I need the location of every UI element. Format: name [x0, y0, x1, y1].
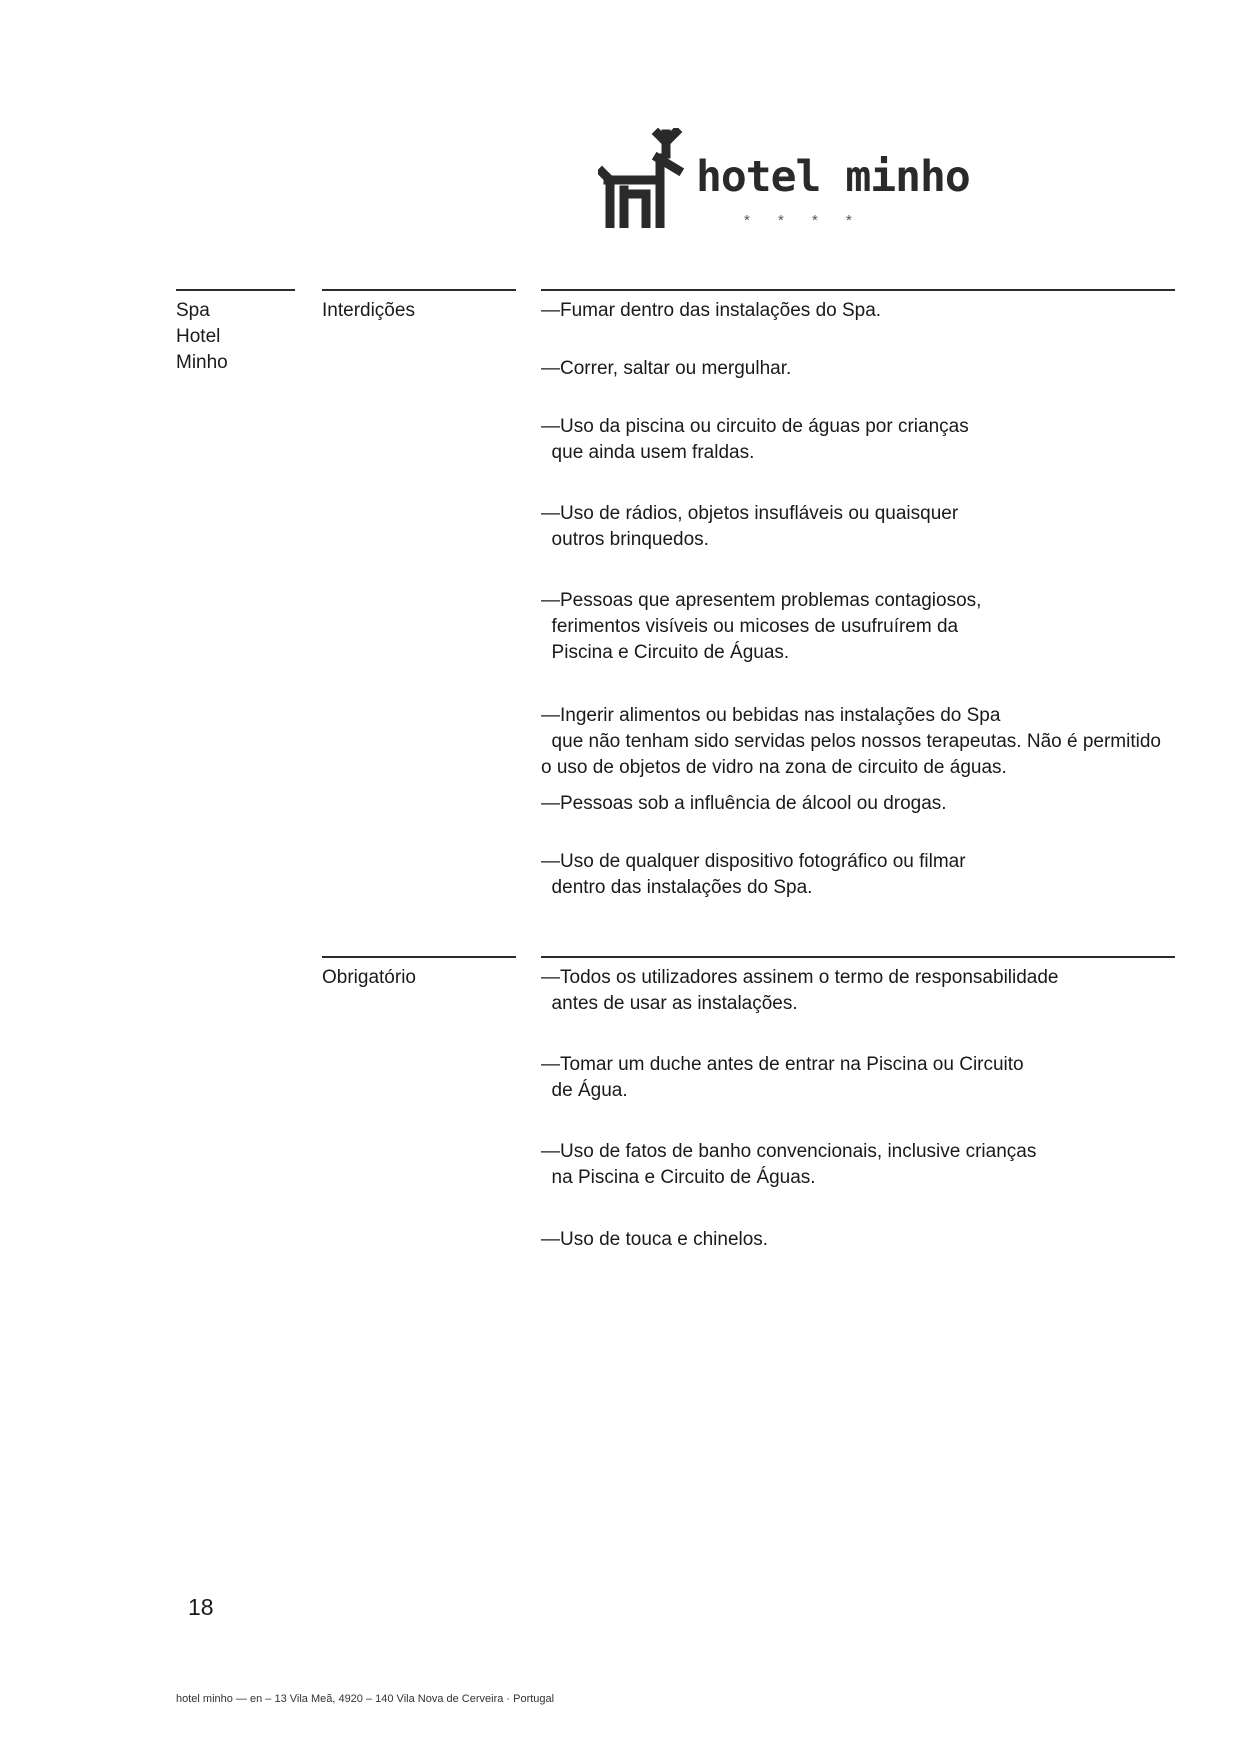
interdicoes-label: Interdições [322, 300, 415, 321]
interdicao-item: —Correr, saltar ou mergulhar. [541, 358, 792, 379]
rule-col3-obrigatorio [541, 956, 1175, 958]
star-rating: * * * * [744, 212, 864, 229]
obrigatorio-item: —Uso de fatos de banho convencionais, inclusive crianças na Piscina e Circuito de Águas. [541, 1141, 1037, 1188]
section-title-line: Spa [176, 300, 210, 321]
interdicao-item: —Uso de rádios, objetos insufláveis ou quaisquer outros brinquedos. [541, 503, 959, 550]
obrigatorio-label: Obrigatório [322, 967, 416, 988]
section-title-line: Hotel [176, 326, 221, 347]
interdicao-item: —Uso de qualquer dispositivo fotográfico ou filmar dentro das instalações do Spa. [541, 851, 966, 898]
obrigatorio-item: —Uso de touca e chinelos. [541, 1229, 769, 1250]
section-title [176, 298, 228, 376]
interdicao-item: —Pessoas sob a influência de álcool ou drogas. [541, 793, 947, 814]
section-title-line: Minho [176, 352, 228, 373]
page-number: 18 [188, 1594, 214, 1620]
interdicao-item: —Fumar dentro das instalações do Spa. [541, 300, 882, 321]
hotel-logo [598, 128, 970, 238]
rule-col2-top [322, 289, 516, 291]
rule-col3-top [541, 289, 1175, 291]
deer-icon [598, 128, 694, 228]
interdicao-item: —Pessoas que apresentem problemas contagiosos, ferimentos visíveis ou micoses de usufruírem da Piscina e Circuito de Águas. [541, 590, 982, 663]
interdicao-item: —Ingerir alimentos ou bebidas nas instalações do Spa que não tenham sido servidas pelos nossos terapeutas. Não é permitido o uso de objetos de vidro na zona de circuito de águas. [541, 705, 1161, 778]
obrigatorio-item: —Tomar um duche antes de entrar na Piscina ou Circuito de Água. [541, 1054, 1024, 1101]
interdicao-item: —Uso da piscina ou circuito de águas por crianças que ainda usem fraldas. [541, 416, 969, 463]
footer-address: hotel minho — en – 13 Vila Meã, 4920 – 140 Vila Nova de Cerveira · Portugal [176, 1693, 555, 1705]
rule-col1-top [176, 289, 295, 291]
rule-col2-obrigatorio [322, 956, 516, 958]
hotel-name-wordmark: hotel minho [696, 152, 970, 202]
obrigatorio-item: —Todos os utilizadores assinem o termo de responsabilidade antes de usar as instalações. [541, 967, 1059, 1014]
